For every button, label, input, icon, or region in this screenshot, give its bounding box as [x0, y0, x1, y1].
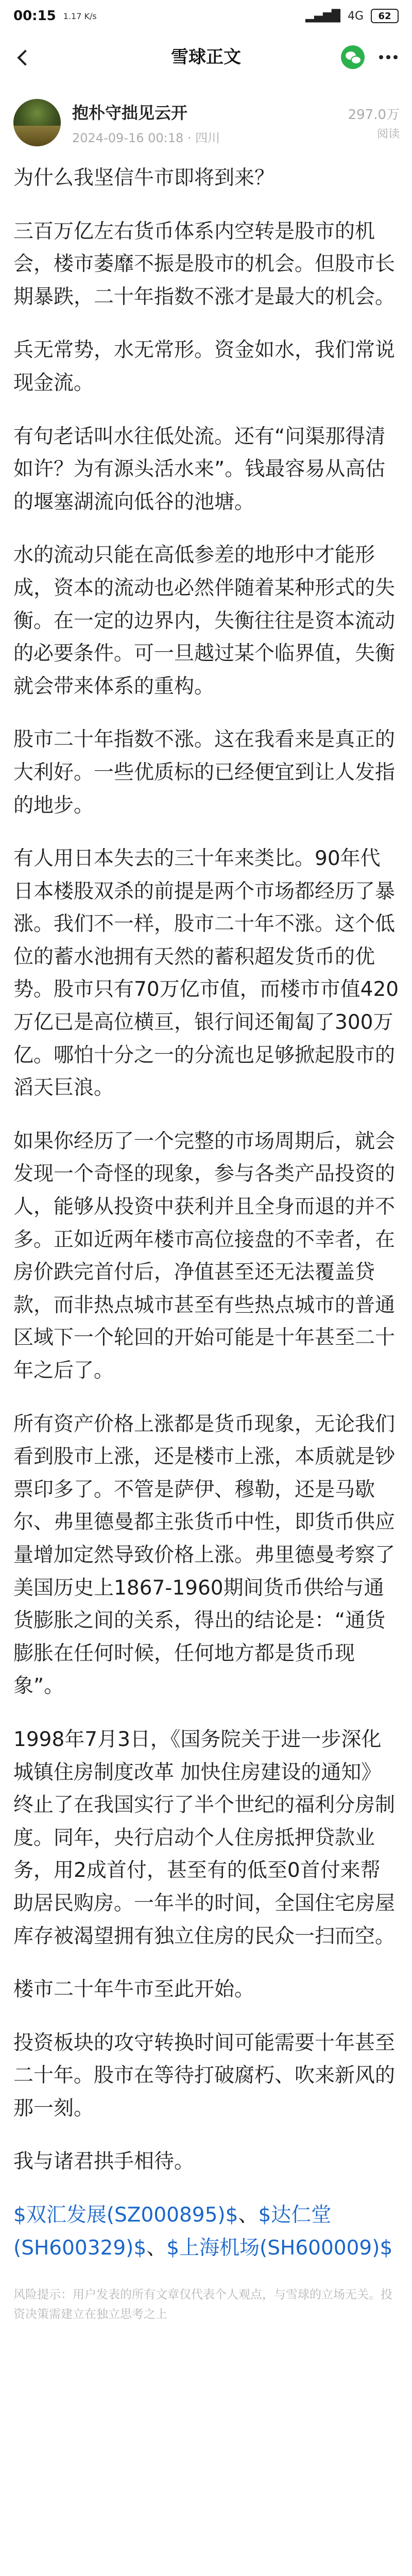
view-count-number: 297.0万 [348, 107, 400, 123]
author-name[interactable]: 抱朴守拙见云开 [72, 103, 188, 123]
battery-icon: 62 [371, 9, 399, 23]
nav-bar [0, 32, 412, 82]
wechat-share-icon[interactable] [341, 45, 365, 69]
more-options-icon[interactable] [377, 46, 400, 69]
article-paragraph: 为什么我坚信牛市即将到来？ [13, 166, 275, 190]
stock-tag-link[interactable]: $上海机场(SH600009)$ [166, 2236, 393, 2260]
article-paragraph: 投资板块的攻守转换时间可能需要十年甚至二十年。股市在等待打破腐朽、吹来新风的那一刻。 [13, 2031, 396, 2120]
tag-separator: 、 [146, 2236, 167, 2260]
article-paragraph: 有句老话叫水往低处流。还有“问渠那得清如许？为有源头活水来”。钱最容易从高估的堰塞湖流向低谷的池塘。 [13, 425, 386, 514]
signal-icon: ▂▄▆█ [305, 9, 340, 23]
author-avatar[interactable] [13, 99, 61, 146]
post-meta: 2024-09-16 00:18 · 四川 [72, 130, 220, 145]
author-info [72, 100, 348, 146]
status-time: 00:15 [13, 8, 56, 24]
network-type: 4G [347, 9, 364, 23]
article-paragraph: 所有资产价格上涨都是货币现象，无论我们看到股市上涨，还是楼市上涨，本质就是钞票印多了。不管是萨伊、穆勒，还是马歇尔、弗里德曼都主张货币中性，即货币供应量增加定然导致价格上涨。弗里德曼考察了美国历史上1867-1960期间货币供给与通货膨胀之间的关系，得出的结论是：“通货膨胀在任何时候，任何地方都是货币现象”。 [13, 1412, 396, 1698]
article-paragraph: 1998年7月3日，《国务院关于进一步深化城镇住房制度改革 加快住房建设的通知》终止了在我国实行了半个世纪的福利分房制度。同年，央行启动个人住房抵押贷款业务，用2成首付，甚至有的低至0首付来帮助居民购房。一年半的时间，全国住宅房屋库存被渴望拥有独立住房的民众一扫而空。 [13, 1727, 396, 1948]
view-count [348, 104, 400, 141]
article-body [13, 162, 400, 2335]
back-arrow-icon[interactable] [12, 47, 33, 67]
network-speed: 1.17 K/s [63, 11, 97, 21]
article-paragraph: 有人用日本失去的三十年来类比。90年代日本楼股双杀的前提是两个市场都经历了暴涨。我们不一样，股市二十年不涨。这个低位的蓄水池拥有天然的蓄积超发货币的优势。股市只有70万亿市值，而楼市市值420万亿已是高位横亘，银行间还匍匐了300万亿。哪怕十分之一的分流也足够掀起股市的滔天巨浪。 [13, 847, 399, 1100]
status-right [305, 9, 399, 23]
stock-tag-link[interactable]: $达仁堂(SH600329)$ [13, 2204, 332, 2260]
article-paragraph: 楼市二十年牛市至此开始。 [13, 1978, 255, 2002]
article-paragraph: 如果你经历了一个完整的市场周期后，就会发现一个奇怪的现象，参与各类产品投资的人，能够从投资中获利并且全身而退的并不多。正如近两年楼市高位接盘的不幸者，在房价跌完首付后，净值甚至还无法覆盖贷款，而非热点城市甚至有些热点城市的普通区域下一个轮回的开始可能是十年甚至二十年之后了。 [13, 1129, 396, 1382]
article-paragraph: 三百万亿左右货币体系内空转是股市的机会，楼市萎靡不振是股市的机会。但股市长期暴跌，二十年指数不涨才是最大的机会。 [13, 219, 396, 309]
stock-tag-link[interactable]: $双汇发展(SZ000895)$ [13, 2204, 238, 2227]
tag-separator: 、 [238, 2204, 259, 2227]
article-paragraph: 兵无常势，水无常形。资金如水，我们常说现金流。 [13, 338, 396, 395]
article-paragraph: 我与诸君拱手相待。 [13, 2150, 195, 2174]
risk-disclaimer: 风险提示：用户发表的所有文章仅代表个人观点，与雪球的立场无关。投资决策需建立在独立思考之上 [13, 2288, 392, 2321]
article-paragraph: 股市二十年指数不涨。这在我看来是真正的大利好。一些优质标的已经便宜到让人发指的地步。 [13, 728, 396, 817]
author-row [13, 98, 400, 147]
stock-tags [13, 2199, 400, 2264]
article-paragraph: 水的流动只能在高低参差的地形中才能形成，资本的流动也必然伴随着某种形式的失衡。在一定的边界内，失衡往往是资本流动的必要条件。可一旦越过某个临界值，失衡就会带来体系的重构。 [13, 544, 396, 698]
page-title: 雪球正文 [171, 47, 241, 67]
status-bar [0, 0, 412, 32]
view-count-label: 阅读 [376, 128, 400, 141]
